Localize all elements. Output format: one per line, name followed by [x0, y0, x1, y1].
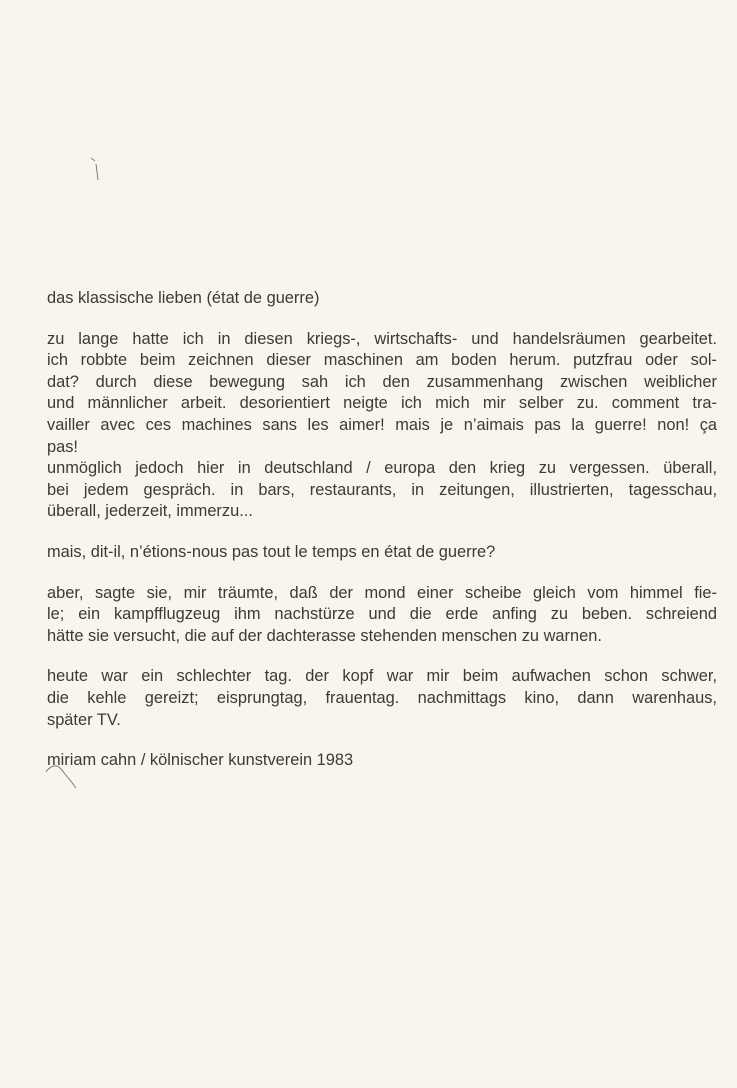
paragraph-line: mais, dit-il, n’étions-nous pas tout le temps en état de guerre? — [47, 542, 496, 561]
paragraph-line: aber, sagte sie, mir träumte, daß der mond einer scheibe gleich vom himmel fie- — [47, 583, 717, 602]
paragraph-2 — [47, 542, 717, 564]
paragraph-1 — [47, 329, 717, 523]
paragraph-line: die kehle gereizt; eisprungtag, frauentag. nachmittags kino, dann warenhaus, — [47, 688, 717, 707]
paragraph-line: vailler avec ces machines sans les aimer! mais je n’aimais pas la guerre! non! ça — [47, 415, 717, 434]
paragraph-line: und männlicher arbeit. desorientiert neigte ich mich mir selber zu. comment tra- — [47, 394, 717, 413]
credit-line: miriam cahn / kölnischer kunstverein 1983 — [47, 751, 354, 770]
paragraph-line: dat? durch diese bewegung sah ich den zusammenhang zwischen weiblicher — [47, 372, 717, 391]
paragraph-line: überall, jederzeit, immerzu... — [47, 502, 253, 521]
paragraph-3 — [47, 583, 717, 648]
paragraph-line: le; ein kampfflugzeug ihm nachstürze und die erde anfing zu beben. schreiend — [47, 605, 717, 624]
text-body — [47, 288, 717, 772]
paragraph-line: pas! — [47, 437, 78, 456]
paragraph-line: zu lange hatte ich in diesen kriegs-, wirtschafts- und handelsräumen gearbeitet. — [47, 329, 717, 348]
paragraph-line: ich robbte beim zeichnen dieser maschinen am boden herum. putzfrau oder sol- — [47, 351, 717, 370]
paragraph-line: hätte sie versucht, die auf der dachterasse stehenden menschen zu warnen. — [47, 626, 602, 645]
paragraph-line: bei jedem gespräch. in bars, restaurants, in zeitungen, illustrierten, tagesschau, — [47, 480, 717, 499]
paragraph-line: später TV. — [47, 710, 121, 729]
paragraph-4 — [47, 666, 717, 731]
document-title: das klassische lieben (état de guerre) — [47, 289, 320, 307]
pencil-mark-top — [86, 156, 106, 186]
paragraph-line: heute war ein schlechter tag. der kopf war mir beim aufwachen schon schwer, — [47, 667, 717, 686]
paragraph-line: unmöglich jedoch hier in deutschland / europa den krieg zu vergessen. überall, — [47, 459, 717, 478]
